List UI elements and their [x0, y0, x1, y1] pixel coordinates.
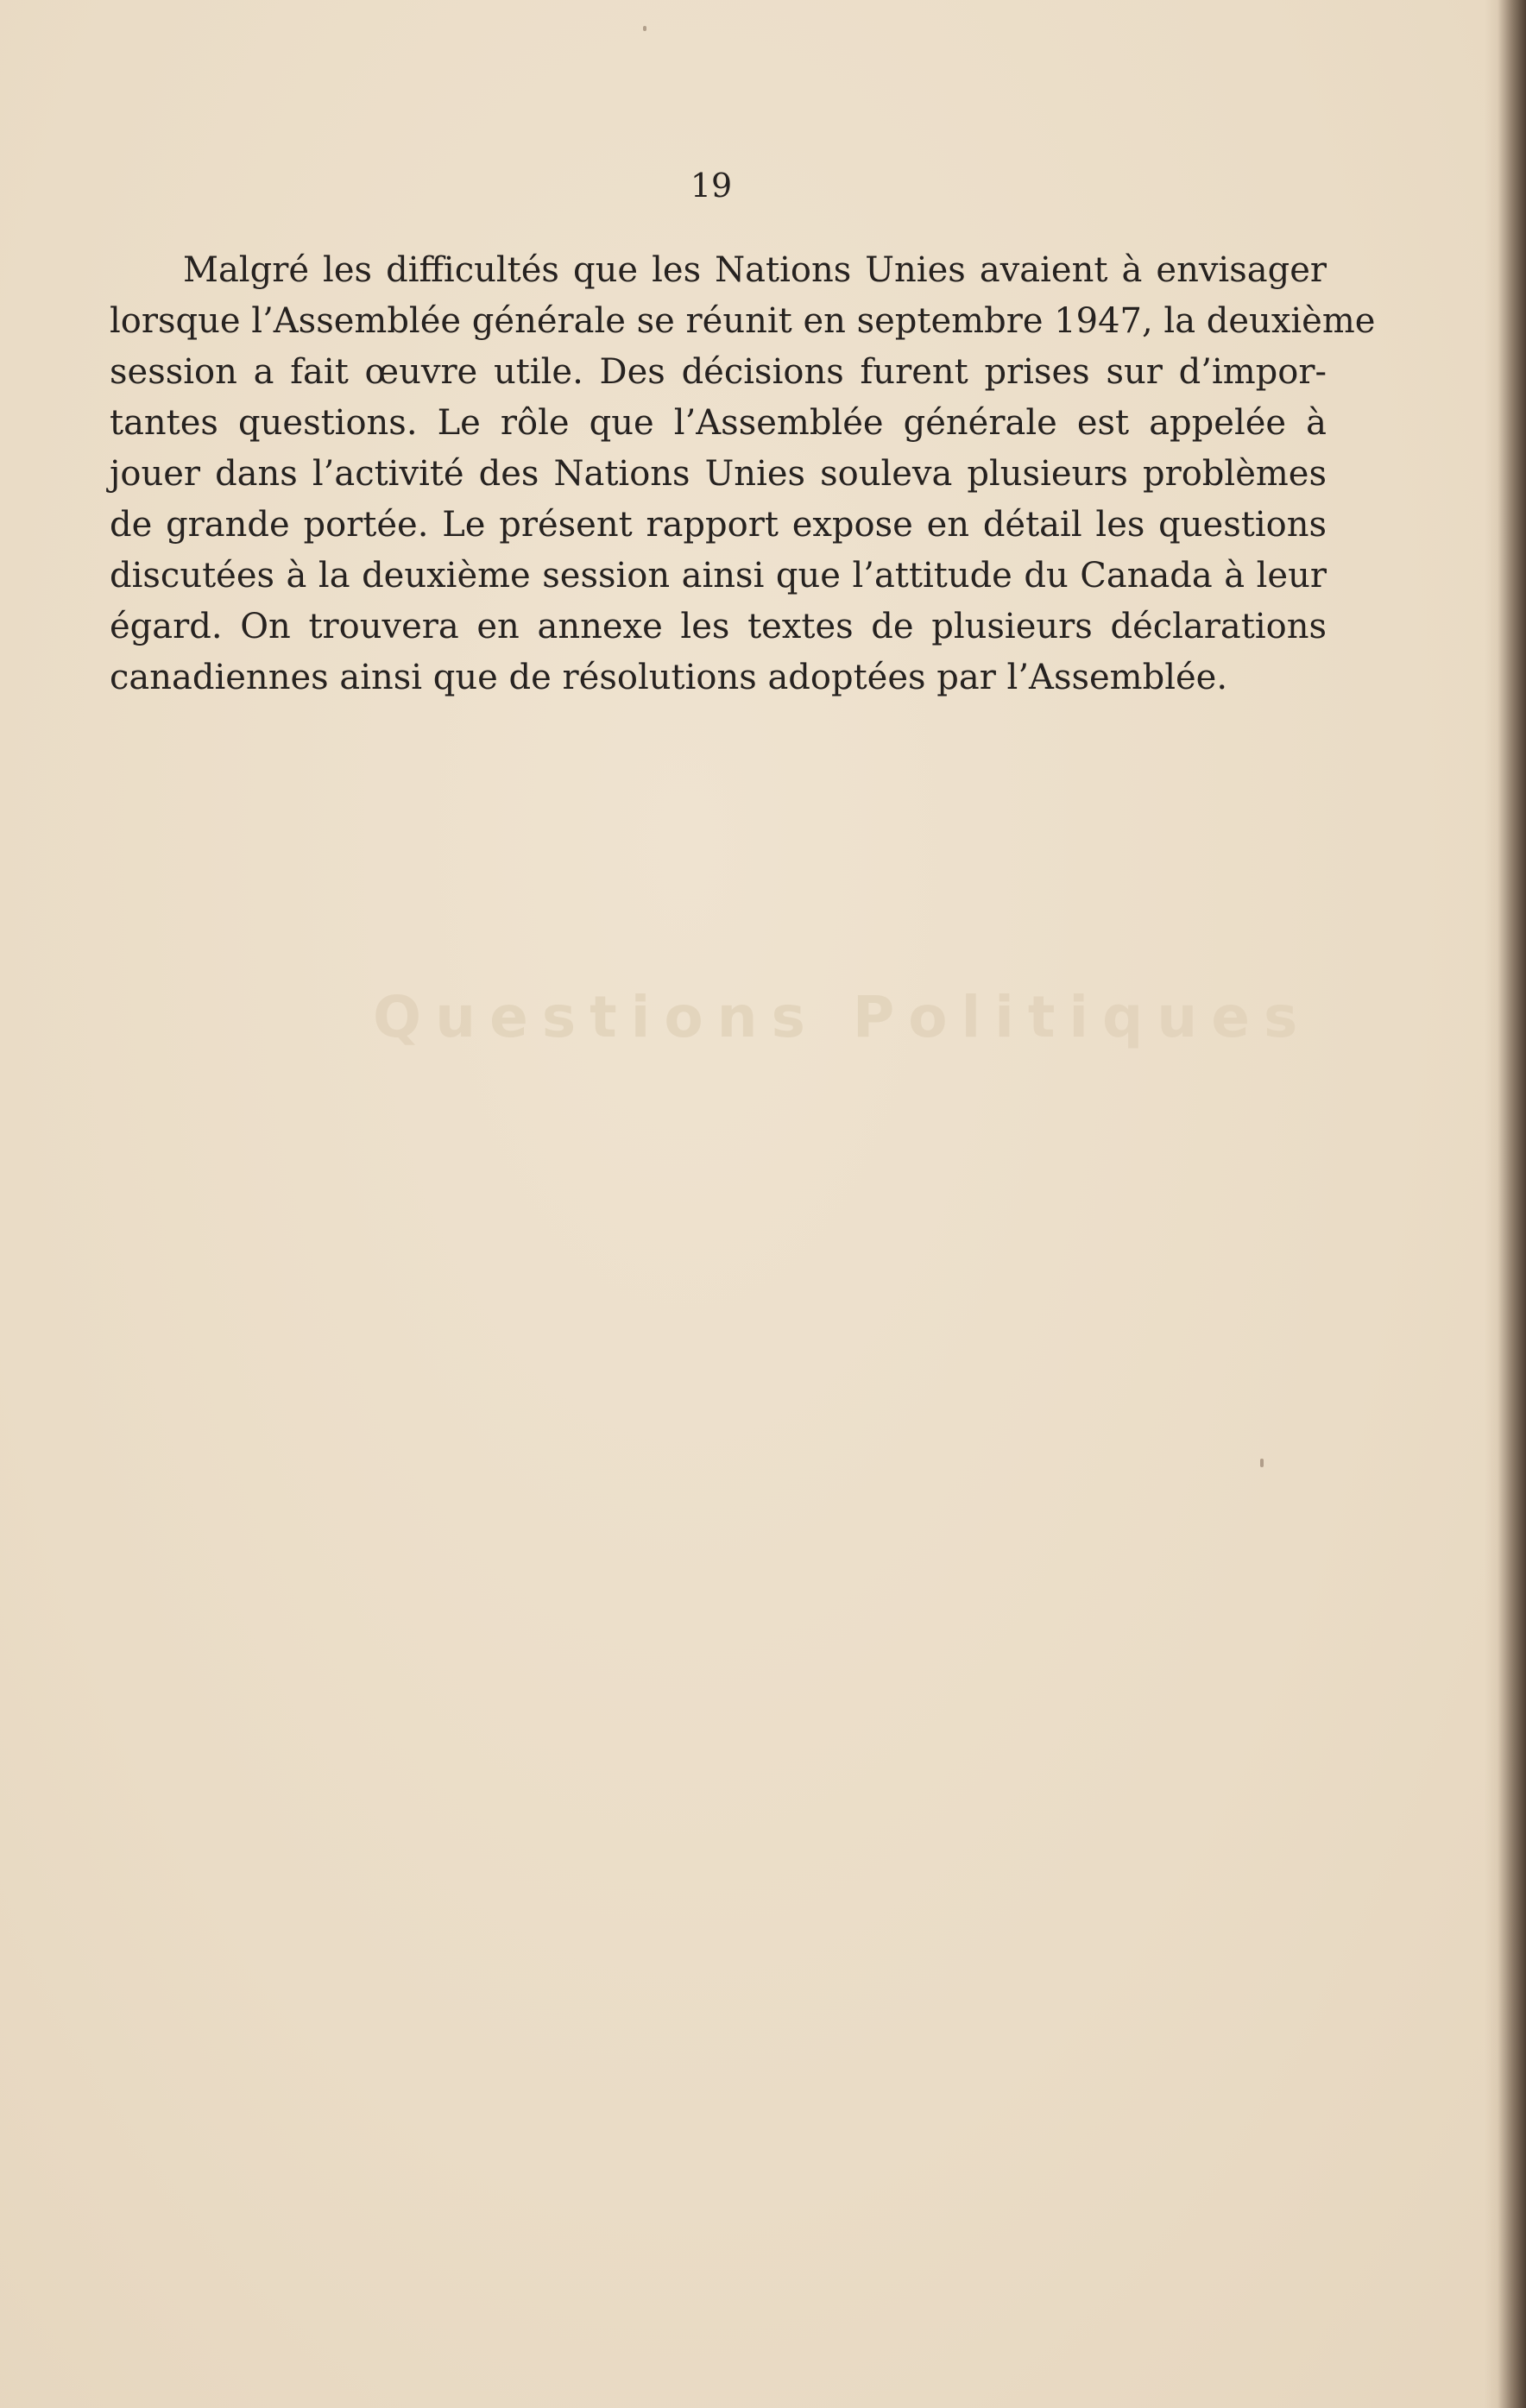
body-paragraph	[110, 245, 1376, 703]
paragraph-line: Malgré les difficultés que les Nations Unies avaient à envisager	[183, 250, 1327, 290]
paragraph-line: lorsque l’Assemblée générale se réunit en septembre 1947, la deuxième	[110, 301, 1376, 341]
paragraph-line: de grande portée. Le présent rapport expose en détail les questions	[110, 505, 1327, 545]
paragraph-line: jouer dans l’activité des Nations Unies souleva plusieurs problèmes	[110, 454, 1327, 494]
paragraph-line: canadiennes ainsi que de résolutions adoptées par l’Assemblée.	[110, 658, 1228, 697]
page-number: 19	[690, 167, 733, 205]
paragraph-line: session a fait œuvre utile. Des décisions furent prises sur d’impor-	[110, 352, 1327, 392]
show-through-heading: Questions Politiques	[373, 984, 1312, 1050]
paragraph-line: discutées à la deuxième session ainsi que l’attitude du Canada à leur	[110, 556, 1327, 596]
paper-speck	[1260, 1459, 1264, 1467]
paragraph-line: tantes questions. Le rôle que l’Assemblée générale est appelée à	[110, 403, 1327, 443]
paper-speck	[643, 26, 646, 31]
paragraph-line: égard. On trouvera en annexe les textes de plusieurs déclarations	[110, 607, 1327, 646]
